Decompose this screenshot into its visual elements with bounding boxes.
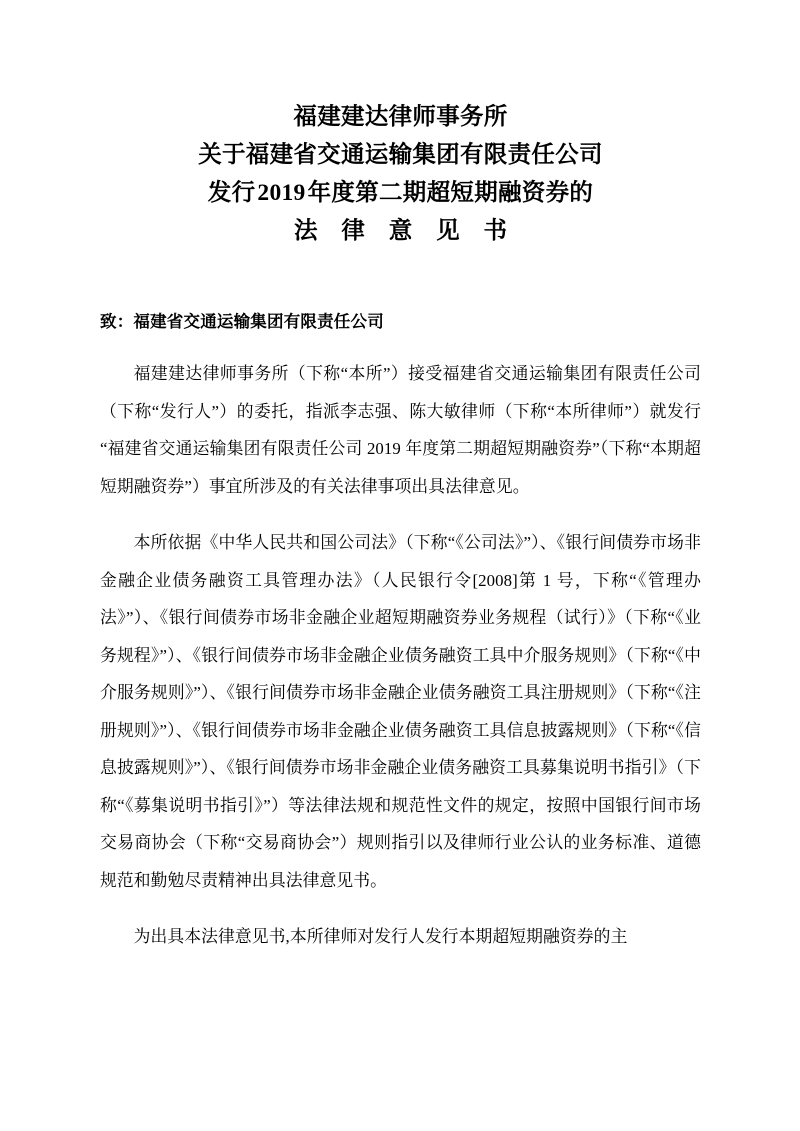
title-issue-prefix: 发行 bbox=[207, 180, 256, 206]
title-line-doc-type: 法 律 意 见 书 bbox=[294, 218, 516, 244]
title-issue-suffix: 年度第二期超短期融资券的 bbox=[307, 180, 594, 206]
salutation-line: 致：福建省交通运输集团有限责任公司 bbox=[100, 312, 384, 331]
body-paragraph-continued: 为出具本法律意见书,本所律师对发行人发行本期超短期融资券的主 bbox=[133, 927, 628, 946]
title-line-issue bbox=[100, 174, 701, 212]
page-content bbox=[100, 0, 701, 956]
title-issue-year: 2019 bbox=[257, 180, 306, 206]
document-title bbox=[100, 0, 701, 250]
title-line-subject: 关于福建省交通运输集团有限责任公司 bbox=[198, 142, 603, 168]
title-line-firm-name: 福建建达律师事务所 bbox=[293, 104, 508, 130]
body-paragraph-legal-basis: 本所依据《中华人民共和国公司法》（下称“《公司法》”）、《银行间债券市场非金融企业债务融资工具管理办法》（人民银行令[2008]第 1 号，下称“《管理办法》”）、《银行间债券市场非金融企业超短期融资券业务规程（试行）》（下称“《业务规程》”）、《银行间债券市场非金融企业债务融资工具中介服务规则》（下称“《中介服务规则》”）、《银行间债券市场非金融企业债务融资工具注册规则》（下称“《注册规则》”）、《银行间债券市场非金融企业债务融资工具信息披露规则》（下称“《信息披露规则》”）、《银行间债券市场非金融企业债务融资工具募集说明书指引》（下称“《募集说明书指引》”）等法律法规和规范性文件的规定，按照中国银行间市场交易商协会（下称“交易商协会”）规则指引以及律师行业公认的业务标准、道德规范和勤勉尽责精神出具法律意见书。 bbox=[100, 533, 701, 890]
body-paragraph-engagement: 福建建达律师事务所（下称“本所”）接受福建省交通运输集团有限责任公司（下称“发行人”）的委托，指派李志强、陈大敏律师（下称“本所律师”）就发行“福建省交通运输集团有限责任公司 2019 年度第二期超短期融资券”（下称“本期超短期融资券”）事宜所涉及的有关法律事项出具法律意见。 bbox=[100, 364, 701, 496]
